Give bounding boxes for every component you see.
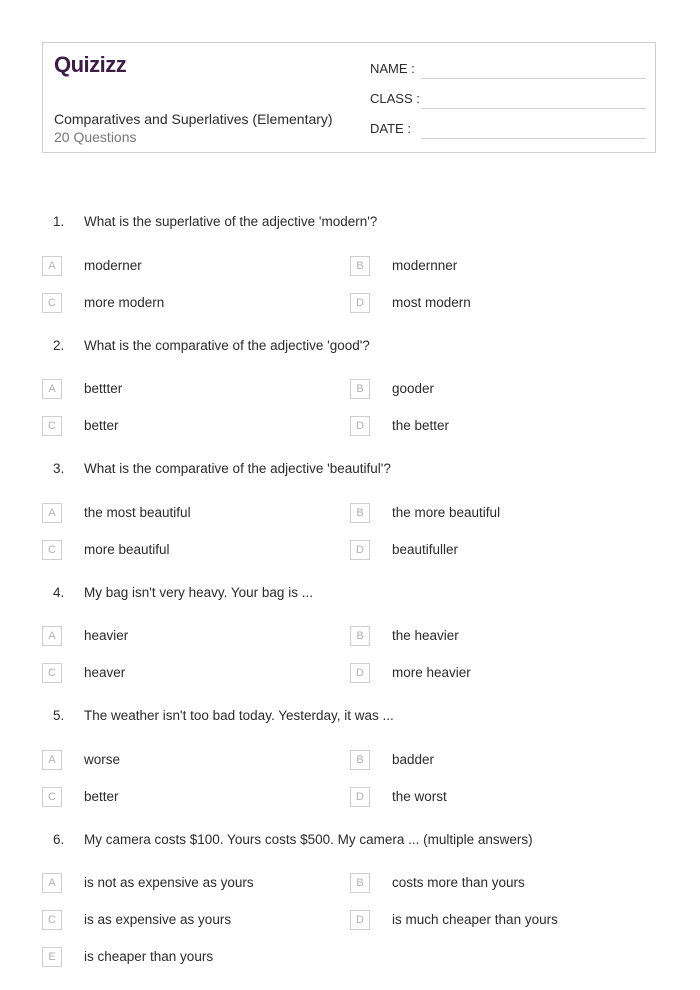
option-6e[interactable] bbox=[42, 947, 342, 967]
option-letter: C bbox=[42, 787, 62, 807]
option-5c[interactable] bbox=[42, 787, 342, 807]
option-text: badder bbox=[392, 752, 435, 767]
question-number: 3. bbox=[53, 461, 65, 476]
option-letter: C bbox=[42, 663, 62, 683]
option-text: is not as expensive as yours bbox=[84, 875, 254, 890]
option-text: moderner bbox=[84, 258, 142, 273]
option-letter: B bbox=[350, 750, 370, 770]
option-letter: A bbox=[42, 503, 62, 523]
option-letter: A bbox=[42, 626, 62, 646]
class-line[interactable] bbox=[421, 108, 646, 109]
option-5a[interactable] bbox=[42, 750, 342, 770]
question-number: 4. bbox=[53, 585, 65, 600]
name-line[interactable] bbox=[421, 78, 646, 79]
option-letter: B bbox=[350, 626, 370, 646]
option-text: more modern bbox=[84, 295, 165, 310]
option-3d[interactable] bbox=[350, 540, 650, 560]
option-letter: D bbox=[350, 910, 370, 930]
option-3c[interactable] bbox=[42, 540, 342, 560]
option-letter: D bbox=[350, 293, 370, 313]
worksheet-header bbox=[42, 42, 656, 153]
question-text: What is the superlative of the adjective 'modern'? bbox=[84, 214, 378, 229]
option-letter: A bbox=[42, 873, 62, 893]
option-text: heaver bbox=[84, 665, 126, 680]
option-6c[interactable] bbox=[42, 910, 342, 930]
option-letter: D bbox=[350, 540, 370, 560]
option-text: more heavier bbox=[392, 665, 471, 680]
question-number: 1. bbox=[53, 214, 65, 229]
option-text: more beautiful bbox=[84, 542, 170, 557]
name-label: NAME : bbox=[370, 61, 415, 76]
option-letter: B bbox=[350, 873, 370, 893]
option-1b[interactable] bbox=[350, 256, 650, 276]
question-number: 2. bbox=[53, 338, 65, 353]
option-6a[interactable] bbox=[42, 873, 342, 893]
option-2c[interactable] bbox=[42, 416, 342, 436]
option-text: the better bbox=[392, 418, 450, 433]
question-text: What is the comparative of the adjective 'beautiful'? bbox=[84, 461, 391, 476]
name-field[interactable] bbox=[370, 61, 646, 81]
option-text: is cheaper than yours bbox=[84, 949, 214, 964]
question-number: 5. bbox=[53, 708, 65, 723]
option-letter: D bbox=[350, 416, 370, 436]
option-text: gooder bbox=[392, 381, 435, 396]
question-text: My bag isn't very heavy. Your bag is ... bbox=[84, 585, 313, 600]
question-text: What is the comparative of the adjective 'good'? bbox=[84, 338, 370, 353]
option-letter: D bbox=[350, 787, 370, 807]
option-text: is much cheaper than yours bbox=[392, 912, 558, 927]
date-line[interactable] bbox=[421, 138, 646, 139]
option-text: worse bbox=[84, 752, 121, 767]
option-text: costs more than yours bbox=[392, 875, 525, 890]
question-number: 6. bbox=[53, 832, 65, 847]
worksheet-title: Comparatives and Superlatives (Elementary) bbox=[54, 111, 333, 127]
option-text: the worst bbox=[392, 789, 447, 804]
option-3b[interactable] bbox=[350, 503, 650, 523]
option-1d[interactable] bbox=[350, 293, 650, 313]
option-text: better bbox=[84, 789, 119, 804]
option-letter: A bbox=[42, 256, 62, 276]
option-text: the more beautiful bbox=[392, 505, 501, 520]
class-label: CLASS : bbox=[370, 91, 420, 106]
quizizz-logo: Quizizz bbox=[54, 52, 127, 77]
option-letter: E bbox=[42, 947, 62, 967]
option-4c[interactable] bbox=[42, 663, 342, 683]
question-count: 20 Questions bbox=[54, 129, 137, 145]
option-letter: B bbox=[350, 256, 370, 276]
option-text: the heavier bbox=[392, 628, 459, 643]
date-label: DATE : bbox=[370, 121, 411, 136]
option-text: is as expensive as yours bbox=[84, 912, 232, 927]
option-3a[interactable] bbox=[42, 503, 342, 523]
option-letter: B bbox=[350, 503, 370, 523]
date-field[interactable] bbox=[370, 121, 646, 141]
option-4b[interactable] bbox=[350, 626, 650, 646]
question-text: The weather isn't too bad today. Yesterday, it was ... bbox=[84, 708, 394, 723]
option-2d[interactable] bbox=[350, 416, 650, 436]
option-4a[interactable] bbox=[42, 626, 342, 646]
option-letter: B bbox=[350, 379, 370, 399]
option-text: beautifuller bbox=[392, 542, 459, 557]
option-1c[interactable] bbox=[42, 293, 342, 313]
option-text: the most beautiful bbox=[84, 505, 191, 520]
option-2b[interactable] bbox=[350, 379, 650, 399]
option-6b[interactable] bbox=[350, 873, 650, 893]
option-text: modernner bbox=[392, 258, 458, 273]
option-4d[interactable] bbox=[350, 663, 650, 683]
option-letter: D bbox=[350, 663, 370, 683]
option-letter: C bbox=[42, 416, 62, 436]
option-text: better bbox=[84, 418, 119, 433]
option-letter: C bbox=[42, 910, 62, 930]
option-6d[interactable] bbox=[350, 910, 650, 930]
option-letter: A bbox=[42, 379, 62, 399]
option-1a[interactable] bbox=[42, 256, 342, 276]
option-text: heavier bbox=[84, 628, 129, 643]
option-2a[interactable] bbox=[42, 379, 342, 399]
option-text: bettter bbox=[84, 381, 123, 396]
option-text: most modern bbox=[392, 295, 471, 310]
option-letter: C bbox=[42, 540, 62, 560]
option-letter: C bbox=[42, 293, 62, 313]
question-text: My camera costs $100. Yours costs $500. My camera ... (multiple answers) bbox=[84, 832, 533, 847]
class-field[interactable] bbox=[370, 91, 646, 111]
option-5b[interactable] bbox=[350, 750, 650, 770]
option-5d[interactable] bbox=[350, 787, 650, 807]
option-letter: A bbox=[42, 750, 62, 770]
